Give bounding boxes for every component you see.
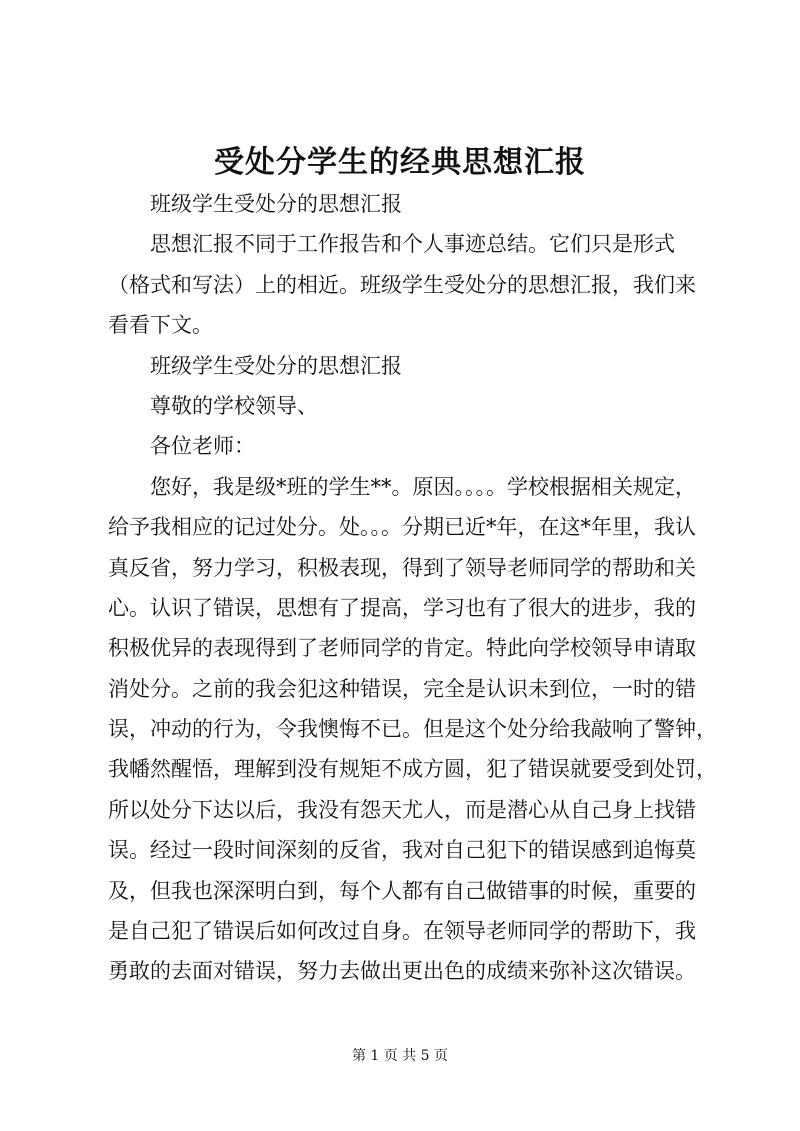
- paragraph-line: 班级学生受处分的思想汇报: [150, 192, 402, 216]
- paragraph-line: 及，但我也深深明白到，每个人都有自己做错事的时候，重要的: [108, 878, 696, 903]
- paragraph-line: 真反省，努力学习，积极表现，得到了领导老师同学的帮助和关: [108, 555, 696, 580]
- paragraph-line: 心。认识了错误，思想有了提高，学习也有了很大的进步，我的: [108, 595, 696, 620]
- paragraph-line: 班级学生受处分的思想汇报: [150, 353, 402, 378]
- paragraph-line: 勇敢的去面对错误，努力去做出更出色的成绩来弥补这次错误。: [108, 959, 696, 984]
- paragraph-line: 我幡然醒悟，理解到没有规矩不成方圆，犯了错误就要受到处罚，: [108, 757, 717, 782]
- paragraph-line: 看看下文。: [108, 313, 213, 338]
- paragraph-line: 尊敬的学校领导、: [150, 393, 318, 418]
- paragraph-line: 误。经过一段时间深刻的反省，我对自己犯下的错误感到追悔莫: [108, 838, 696, 863]
- document-title: 受处分学生的经典思想汇报: [214, 145, 586, 180]
- paragraph-line: 误，冲动的行为，令我懊悔不已。但是这个处分给我敲响了警钟，: [108, 717, 717, 742]
- paragraph-line: 各位老师：: [150, 434, 255, 459]
- paragraph-line: （格式和写法）上的相近。班级学生受处分的思想汇报，我们来: [108, 272, 696, 297]
- paragraph-line: 积极优异的表现得到了老师同学的肯定。特此向学校领导申请取: [108, 636, 696, 661]
- paragraph-line: 给予我相应的记过处分。处。。。分期已近*年，在这*年里，我认: [108, 515, 696, 540]
- paragraph-line: 您好，我是级*班的学生**。原因。。。。学校根据相关规定，: [150, 474, 696, 499]
- paragraph-line: 所以处分下达以后，我没有怨天尤人，而是潜心从自己身上找错: [108, 797, 696, 822]
- document-body: [108, 184, 717, 992]
- paragraph-line: 思想汇报不同于工作报告和个人事迹总结。它们只是形式: [150, 232, 675, 257]
- paragraph-line: 消处分。之前的我会犯这种错误，完全是认识未到位，一时的错: [108, 676, 696, 701]
- paragraph-line: 是自己犯了错误后如何改过自身。在领导老师同学的帮助下，我: [108, 919, 696, 944]
- page-number-footer: 第 1 页 共 5 页: [351, 1048, 449, 1064]
